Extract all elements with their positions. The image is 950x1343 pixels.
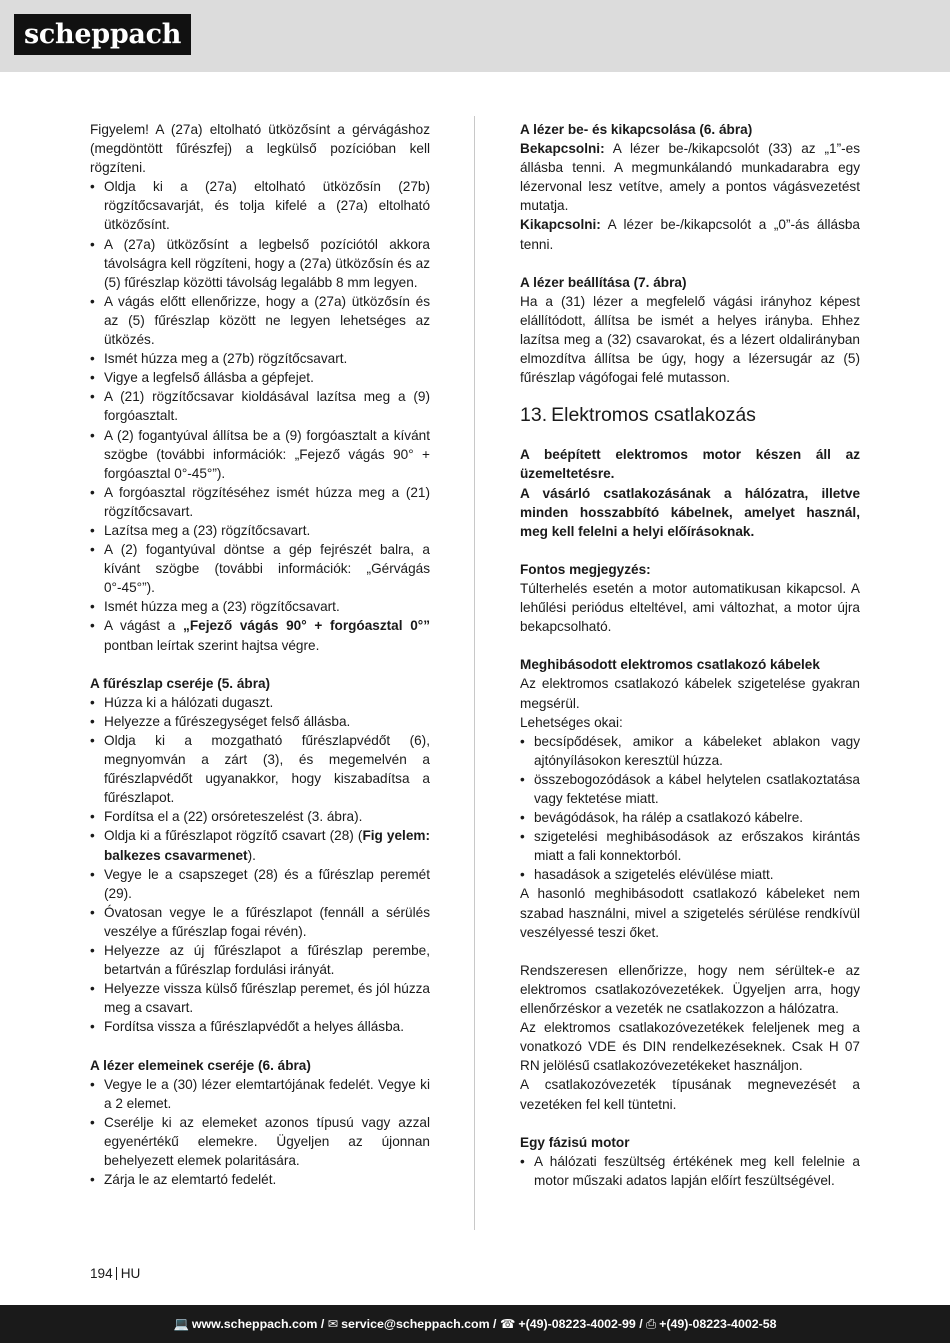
faulty-causes-list: [520, 732, 860, 885]
list-item: • Cserélje ki az elemeket azonos típusú vagy azzal egyenértékű elemekre. Ügyeljen az újonnan behelyezett elemek polaritására.: [90, 1113, 430, 1170]
mitre-steps-list: [90, 177, 430, 654]
list-item: • hasadások a szigetelés elévülése miatt.: [520, 865, 860, 884]
single-phase-heading: Egy fázisú motor: [520, 1134, 630, 1150]
list-item: • szigetelési meghibásodások az erőszakos kirántás miatt a fali konnektorból.: [520, 827, 860, 865]
email-icon: ✉: [327, 1317, 339, 1331]
laser-battery-heading: A lézer elemeinek cseréje (6. ábra): [90, 1057, 311, 1073]
list-item: • bevágódások, ha rálép a csatlakozó kábelre.: [520, 808, 860, 827]
phone-number[interactable]: +(49)-08223-4002-99: [518, 1317, 636, 1331]
list-item: • Oldja ki a mozgatható fűrészlapvédőt (6), megnyomván a zárt (3), és megemelvén a fűrészlapvédőt ugyanakkor, hogy kiszabadítsa a fűrészlapot.: [90, 731, 430, 807]
list-item: • Helyezze vissza külső fűrészlap peremet, és jól húzza meg a csavart.: [90, 979, 430, 1017]
saw-blade-list: [90, 693, 430, 1037]
laser-off-paragraph: [520, 215, 860, 253]
email-link[interactable]: service@scheppach.com: [341, 1317, 490, 1331]
website-link[interactable]: www.scheppach.com: [191, 1317, 318, 1331]
bold-intro-2: A vásárló csatlakozásának a hálózatra, illetve minden hosszabbító kábelnek, amelyet használ, meg kell felelni a helyi előírásoknak.: [520, 485, 860, 539]
faulty-paragraph-2: Lehetséges okai:: [520, 714, 623, 730]
list-item: • Húzza ki a hálózati dugaszt.: [90, 693, 430, 712]
page-number: [90, 1266, 140, 1282]
page-footer: [0, 1305, 950, 1343]
bold-intro-1: A beépített elektromos motor készen áll az üzemeltetésre.: [520, 447, 860, 482]
page-number-value: 194: [90, 1266, 113, 1281]
fax-number: +(49)-08223-4002-58: [659, 1317, 777, 1331]
bold-run: „Fejező vágás 90° + forgóasztal 0°”: [183, 618, 430, 634]
on-label: Bekapcsolni:: [520, 141, 605, 157]
off-text: A lézer be-/kikapcsolót a „0”-ás állásba tenni.: [520, 217, 860, 252]
list-item: • A hálózati feszültség értékének meg kell felelnie a motor műszaki adatos lapján előírt feszültségével.: [520, 1152, 860, 1190]
list-item: • becsípődések, amikor a kábeleket ablakon vagy ajtónyílásokon keresztül húzza.: [520, 732, 860, 770]
list-item: • Ismét húzza meg a (23) rögzítőcsavart.: [90, 597, 430, 616]
laser-on-paragraph: [520, 139, 860, 215]
footer-separator: /: [489, 1317, 500, 1331]
page-header: [0, 0, 950, 72]
laser-adjust-heading: A lézer beállítása (7. ábra): [520, 274, 687, 290]
list-item: • Fordítsa vissza a fűrészlapvédőt a helyes állásba.: [90, 1017, 430, 1036]
single-phase-list: [520, 1152, 860, 1190]
section-number: 13.: [520, 404, 548, 427]
footer-separator: /: [635, 1317, 647, 1331]
list-item: • Vigye a legfelső állásba a gépfejet.: [90, 368, 430, 387]
laser-adjust-paragraph: Ha a (31) lézer a megfelelő vágási irányhoz képest elállítódott, állítsa be ismét a helyes irányba. Ehhez lazítsa meg a (32) csavarokat, és a lézert oldalirányban elmozdítva állítsa be úgy, hogy a lézersugár az (5) fűrészlap vágófogai felé mutasson.: [520, 293, 860, 386]
list-item: • A (27a) ütközősínt a legbelső pozíciótól akkora távolságra kell rögzíteni, hogy a (27a) ütközősín és az (5) fűrészlap közötti távolság legalább 8 mm legyen.: [90, 235, 430, 292]
vde-paragraph: Az elektromos csatlakozóvezetékek feleljenek meg a vonatkozó VDE és DIN rendelkezéseknek. Csak H 07 RN jelölésű csatlakozóvezetékeket használjon.: [520, 1020, 860, 1074]
text-run: ).: [247, 847, 256, 863]
check-paragraph: Rendszeresen ellenőrizze, hogy nem sérültek-e az elektromos csatlakozóvezetékek. Ügyeljen arra, hogy ellenőrzéskor a vezeték ne csatlakozzon a hálózatra.: [520, 962, 860, 1017]
on-text: A lézer be-/kikapcsolót (33) az „1”-es állásba tenni. A megmunkálandó munkadarabra egy lézervonal lesz vetítve, amely a pontos vágásvezetést mutatja.: [520, 141, 860, 214]
page-number-separator: [116, 1267, 117, 1280]
type-paragraph: A csatlakozóvezeték típusának megnevezését a vezetéken fel kell tüntetni.: [520, 1077, 860, 1112]
list-item: • Vegye le a csapszeget (28) és a fűrészlap peremét (29).: [90, 865, 430, 903]
important-heading: Fontos megjegyzés:: [520, 561, 651, 577]
list-item: • A (21) rögzítőcsavar kioldásával lazítsa meg a (9) forgóasztalt.: [90, 387, 430, 425]
phone-icon: ☎: [499, 1317, 516, 1331]
list-item: • Ismét húzza meg a (27b) rögzítőcsavart.: [90, 349, 430, 368]
list-item: • Vegye le a (30) lézer elemtartójának fedelét. Vegye ki a 2 elemet.: [90, 1075, 430, 1113]
list-item: • Helyezze a fűrészegységet felső állásba.: [90, 712, 430, 731]
text-run: A vágást a: [104, 618, 184, 634]
important-paragraph: Túlterhelés esetén a motor automatikusan kikapcsol. A lehűlési periódus elteltével, ami változhat, a motor újra bekapcsolható.: [520, 580, 860, 635]
bold-run: Fig yelem: balkezes csavarmenet: [104, 828, 430, 863]
section-title-text: Elektromos csatlakozás: [551, 404, 756, 427]
list-item: • Zárja le az elemtartó fedelét.: [90, 1170, 430, 1189]
left-column: [90, 120, 430, 1189]
off-label: Kikapcsolni:: [520, 217, 601, 233]
list-item: • A (2) fogantyúval döntse a gép fejrészét balra, a kívánt szögbe (további információk: „Gérvágás 0°-45°”).: [90, 540, 430, 597]
intro-paragraph: Figyelem! A (27a) eltolható ütközősínt a gérvágáshoz (megdöntött fűrészfej) a legkülső pozícióban kell rögzíteni.: [90, 122, 430, 176]
text-run: Oldja ki a fűrészlapot rögzítő csavart (28) (: [104, 828, 363, 844]
list-item: • Fordítsa el a (22) orsóreteszelést (3. ábra).: [90, 807, 430, 826]
list-item: • A (2) fogantyúval állítsa be a (9) forgóasztalt a kívánt szögbe (további információk: „Fejező vágás 90° + forgóasztal 0°-45°”).: [90, 426, 430, 483]
footer-separator: /: [317, 1317, 328, 1331]
computer-icon: 💻: [173, 1317, 189, 1331]
fax-icon: ⎙: [646, 1317, 657, 1331]
list-item: • A vágás előtt ellenőrizze, hogy a (27a) ütközősín és az (5) fűrészlap között ne legyen lehetséges az ütközés.: [90, 292, 430, 349]
saw-blade-heading: A fűrészlap cseréje (5. ábra): [90, 675, 271, 691]
list-item: • összebogozódások a kábel helytelen csatlakoztatása vagy fektetése miatt.: [520, 770, 860, 808]
section-title: [520, 403, 860, 427]
laser-battery-list: [90, 1075, 430, 1190]
column-divider: [474, 116, 475, 1230]
list-item: • Óvatosan vegye le a fűrészlapot (fennáll a sérülés veszélye a fűrészlap fogai révén).: [90, 903, 430, 941]
scheppach-logo: scheppach: [14, 14, 191, 55]
page-language: HU: [120, 1266, 141, 1281]
list-item: • A forgóasztal rögzítéséhez ismét húzza meg a (21) rögzítőcsavart.: [90, 483, 430, 521]
right-column: [520, 120, 860, 1190]
faulty-cables-heading: Meghibásodott elektromos csatlakozó kábelek: [520, 657, 820, 673]
faulty-paragraph-1: Az elektromos csatlakozó kábelek szigetelése gyakran megsérül.: [520, 676, 860, 711]
laser-onoff-heading: A lézer be- és kikapcsolása (6. ábra): [520, 122, 753, 137]
faulty-paragraph-3: A hasonló meghibásodott csatlakozó kábeleket nem szabad használni, mivel a szigetelés sérülése rendkívül veszélyessé teszi őket.: [520, 886, 860, 940]
list-item: [90, 616, 430, 654]
text-run: pontban leírtak szerint hajtsa végre.: [104, 637, 320, 653]
list-item: [90, 826, 430, 864]
list-item: • Lazítsa meg a (23) rögzítőcsavart.: [90, 521, 430, 540]
list-item: • Oldja ki a (27a) eltolható ütközősín (27b) rögzítőcsavarját, és tolja kifelé a (27a) eltolható ütközősínt.: [90, 177, 430, 234]
list-item: • Helyezze az új fűrészlapot a fűrészlap perembe, betartván a fűrészlap fordulási irányát.: [90, 941, 430, 979]
